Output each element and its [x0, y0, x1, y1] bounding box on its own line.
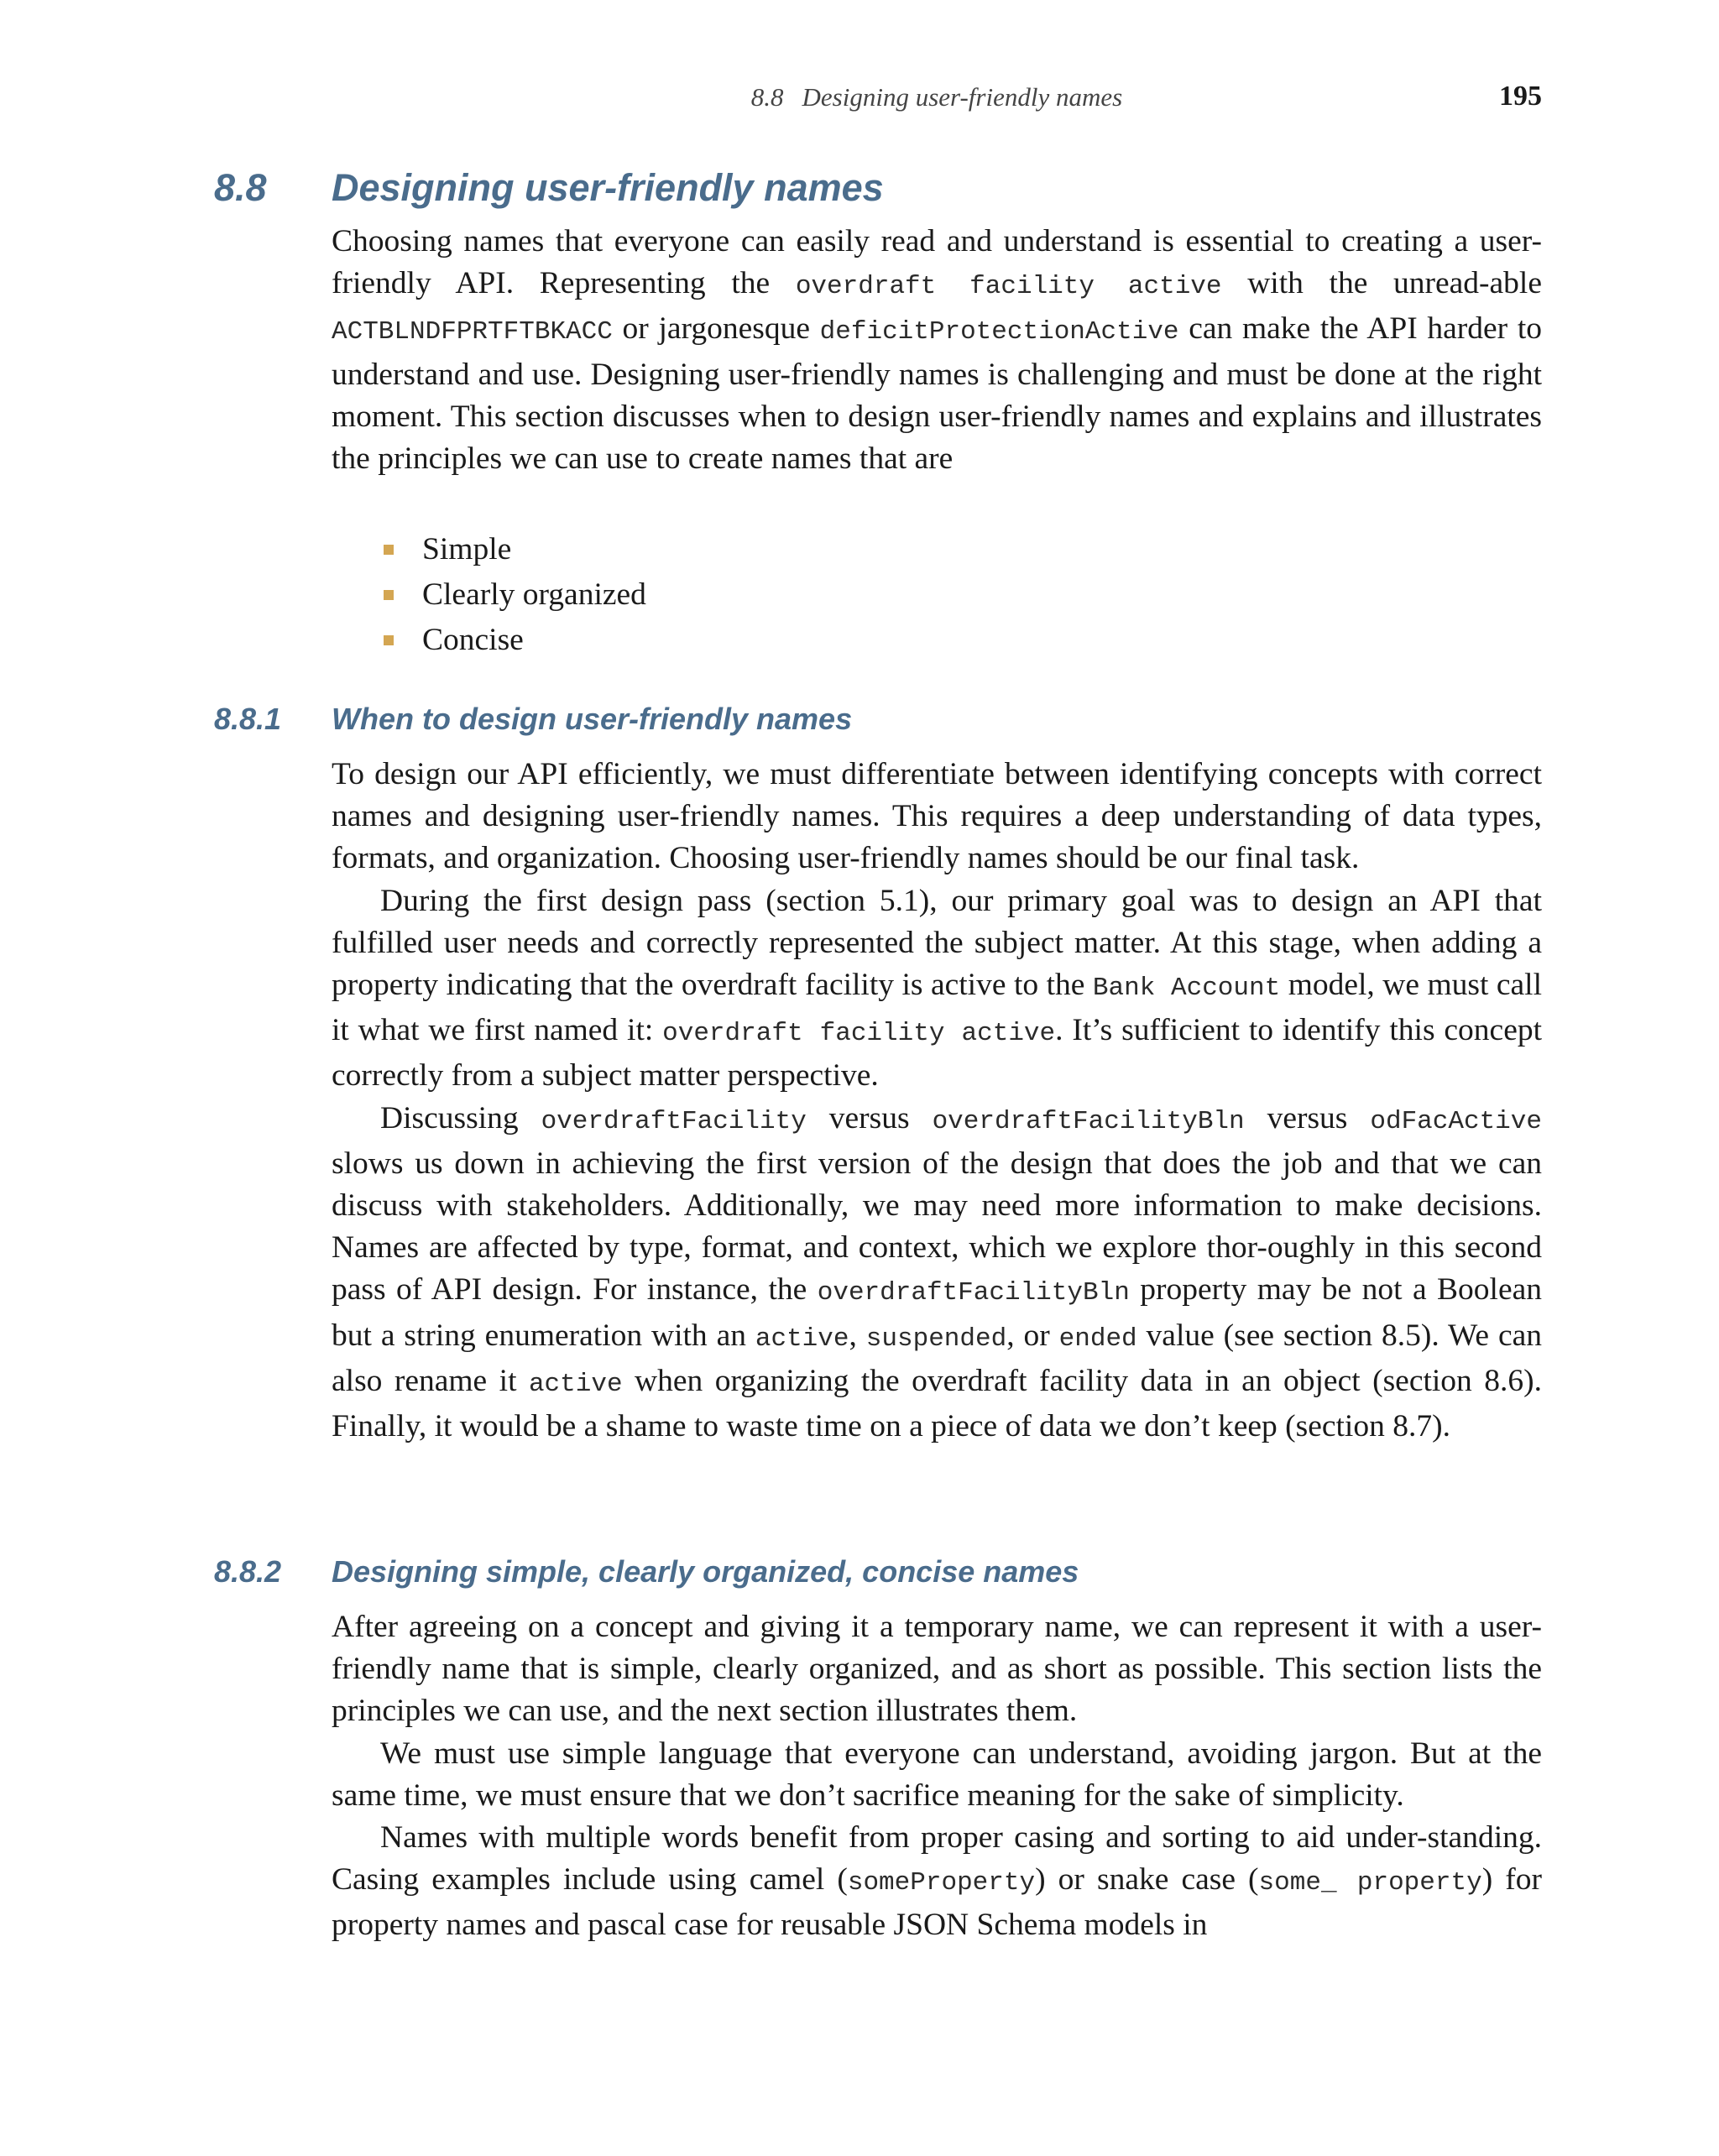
text-run: Names with multiple words benefit from proper casing and sorting to aid under-standing. Casing examples include using camel ( [332, 1820, 1542, 1898]
paragraph [332, 1098, 1542, 1449]
text-run: versus [806, 1100, 933, 1135]
section-8-8-1-body [332, 754, 1542, 1448]
text-run: slows us down in achieving the first version of the design that does the job and that we can discuss with stakeholders. Additionally, we may need more information to make decisions. Names are affected by type, format, and context, which we explore thor-oughly in this second pass of API design. For instance, the [332, 1146, 1542, 1308]
inline-code: overdraftFacilityBln [817, 1278, 1130, 1308]
list-item [382, 618, 646, 663]
text-run: or jargonesque [612, 311, 820, 347]
paragraph: To design our API efficiently, we must differentiate between identifying concepts with correct names and designing user-friendly names. This requires a deep understanding of data types, formats, and organization. Choosing user-friendly names should be our final task. [332, 757, 1542, 876]
running-head-section-number: 8.8 [750, 82, 784, 112]
section-number: 8.8 [214, 166, 267, 209]
text-run: can make the API harder to understand and use. Designing user-friendly names is challenging and must be done at the right moment. This section discusses when to design user-friendly names and explains and illustrates the principles we can use to create names that are [332, 311, 1542, 477]
inline-code: overdraftFacilityBln [932, 1106, 1245, 1136]
square-bullet-icon [384, 545, 394, 555]
subsection-title: When to design user-friendly names [332, 702, 853, 736]
subsection-number: 8.8.1 [214, 702, 282, 736]
subsection-number: 8.8.2 [214, 1554, 282, 1589]
text-run: with the unread-able [1221, 266, 1543, 301]
list-item-label: Clearly organized [422, 577, 646, 612]
running-head [332, 82, 1542, 119]
text-run: , or [1006, 1318, 1059, 1353]
text-run: . It’s sufficient to identify this concept correctly from a subject matter perspective. [332, 1013, 1543, 1094]
paragraph [332, 1817, 1542, 1947]
text-run: During the first design pass (section 5.1), our primary goal was to design an API that fulfilled user needs and correctly represented the subject matter. At this stage, when adding a property indicating that the overdraft facility is active to the [332, 883, 1542, 1003]
square-bullet-icon [384, 635, 394, 645]
list-item [382, 527, 646, 572]
text-run: versus [1244, 1100, 1371, 1135]
square-bullet-icon [384, 590, 394, 600]
running-head-title [332, 82, 1542, 112]
principles-list [382, 527, 646, 663]
inline-code: overdraft facility active [795, 272, 1222, 302]
text-run: value (see section 8.5). We can also rename it [332, 1318, 1542, 1398]
section-8-8-body [332, 221, 1542, 480]
section-heading-8-8-1 [214, 702, 852, 737]
inline-code: ACTBLNDFPRTFTBKACC [332, 317, 613, 347]
section-heading-8-8-2 [214, 1554, 1079, 1590]
list-item-label: Concise [422, 623, 524, 657]
inline-code: deficitProtectionActive [819, 317, 1179, 347]
text-run: Discussing [380, 1100, 541, 1135]
list-item [382, 572, 646, 618]
section-title: Designing user-friendly names [332, 166, 884, 209]
paragraph: We must use simple language that everyone can understand, avoiding jargon. But at the same time, we must ensure that we don’t sacrifice meaning for the sake of simplicity. [332, 1736, 1542, 1813]
text-run: ) for property names and pascal case for reusable JSON Schema models in [332, 1862, 1542, 1943]
paragraph [332, 880, 1542, 1098]
list-item-label: Simple [422, 532, 512, 566]
inline-code: ended [1058, 1323, 1137, 1354]
paragraph: After agreeing on a concept and giving it a temporary name, we can represent it with a user-friendly name that is simple, clearly organized, and as short as possible. This section lists the principles we can use, and the next section illustrates them. [332, 1610, 1542, 1729]
inline-code: someProperty [847, 1868, 1036, 1898]
section-heading-8-8 [214, 166, 884, 210]
page-number: 195 [1499, 81, 1542, 112]
inline-code: active [528, 1369, 623, 1399]
running-head-section-title: Designing user-friendly names [802, 82, 1123, 112]
inline-code: overdraft facility active [662, 1019, 1056, 1049]
text-run: property may be not a Boolean but a string enumeration with an [332, 1272, 1543, 1353]
inline-code: Bank Account [1092, 974, 1281, 1004]
inline-code: odFacActive [1370, 1106, 1542, 1136]
text-run: ) or snake case ( [1035, 1862, 1259, 1898]
text-run: , [849, 1318, 866, 1353]
intro-paragraph [332, 221, 1542, 480]
text-run: when organizing the overdraft facility data in an object (section 8.6). Finally, it would be a shame to waste time on a piece of data we don’t keep (section 8.7). [332, 1363, 1542, 1444]
inline-code: overdraftFacility [541, 1106, 807, 1136]
text-run: Choosing names that everyone can easily read and understand is essential to creating a user-friendly API. Representing the [332, 224, 1542, 301]
inline-code: active [755, 1323, 849, 1354]
inline-code: some_ property [1258, 1868, 1482, 1898]
section-8-8-2-body [332, 1606, 1542, 1947]
subsection-title: Designing simple, clearly organized, concise names [332, 1554, 1079, 1589]
text-run: model, we must call it what we first named it: [332, 968, 1543, 1048]
inline-code: suspended [865, 1323, 1007, 1354]
